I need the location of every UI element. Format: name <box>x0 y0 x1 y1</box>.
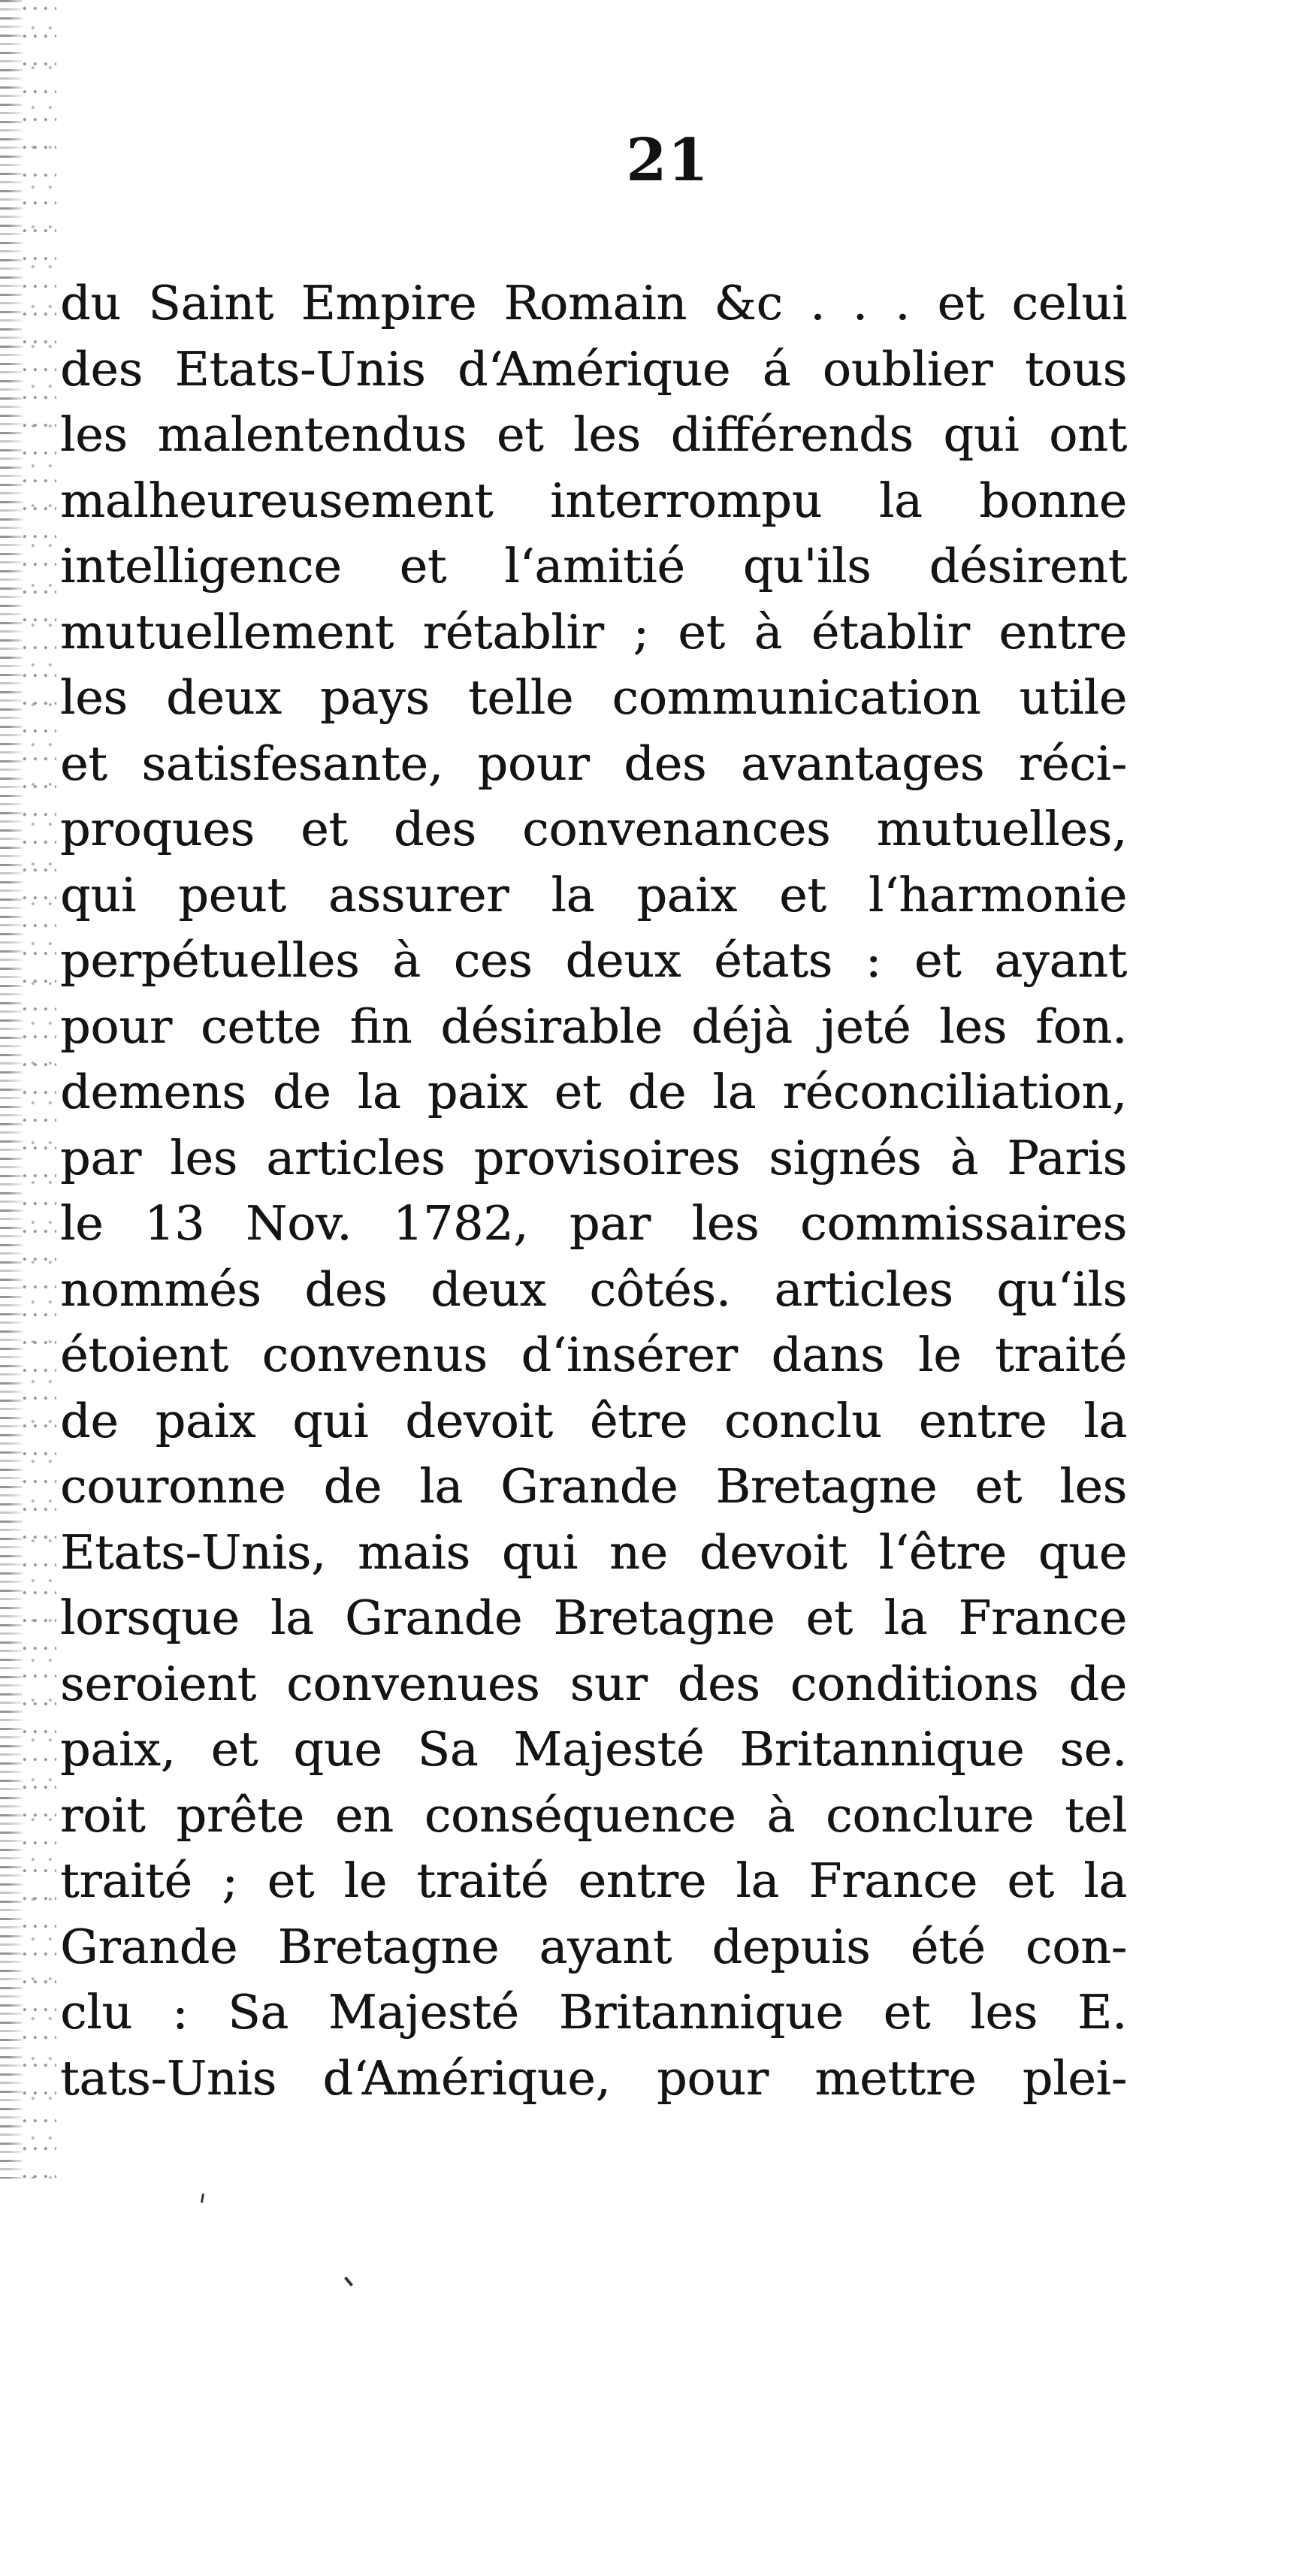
text-line: et satisfesante, pour des avantages réci- <box>60 735 1127 791</box>
text-line: perpétuelles à ces deux états : et ayant <box>60 933 1127 988</box>
binding-edge-specks <box>23 0 56 2179</box>
text-line: seroient convenues sur des conditions de <box>60 1656 1127 1711</box>
text-line: intelligence et l‘amitié qu'ils désirent <box>60 539 1127 593</box>
text-line: Etats-Unis, mais qui ne devoit l‘être que <box>60 1524 1127 1580</box>
text-line: proques et des convenances mutuelles, <box>60 802 1127 856</box>
ink-speck <box>201 2194 204 2203</box>
text-line: lorsque la Grande Bretagne et la France <box>60 1590 1127 1645</box>
text-line: Grande Bretagne ayant depuis été con- <box>60 1919 1127 1974</box>
text-line: traité ; et le traité entre la France et la <box>60 1853 1127 1908</box>
text-line: nommés des deux côtés. articles qu‘ils <box>60 1261 1127 1317</box>
page-number: 21 <box>626 126 709 195</box>
ink-speck <box>344 2276 353 2286</box>
text-line: les malentendus et les différends qui ont <box>60 407 1127 462</box>
text-line: roit prête en conséquence à conclure tel <box>60 1787 1127 1843</box>
text-line: couronne de la Grande Bretagne et les <box>60 1459 1127 1514</box>
text-line: qui peut assurer la paix et l‘harmonie <box>60 867 1127 923</box>
text-line: du Saint Empire Romain &c . . . et celui <box>60 276 1127 331</box>
text-line: de paix qui devoit être conclu entre la <box>60 1393 1127 1448</box>
text-line: paix, et que Sa Majesté Britannique se. <box>60 1722 1127 1777</box>
text-line: pour cette fin désirable déjà jeté les fon. <box>60 998 1127 1054</box>
text-line: mutuellement rétablir ; et à établir entre <box>60 604 1127 660</box>
binding-edge <box>0 0 23 2179</box>
text-line: tats-Unis d‘Amérique, pour mettre plei- <box>60 2050 1127 2106</box>
text-line: étoient convenus d‘insérer dans le traité <box>60 1327 1127 1382</box>
text-line: les deux pays telle communication utile <box>60 670 1127 725</box>
text-line: des Etats-Unis d‘Amérique á oublier tous <box>60 341 1127 397</box>
text-line: clu : Sa Majesté Britannique et les E. <box>60 1985 1127 2040</box>
text-line: par les articles provisoires signés à Paris <box>60 1130 1127 1185</box>
text-line: malheureusement interrompu la bonne <box>60 473 1127 528</box>
text-line: demens de la paix et de la réconciliation, <box>60 1065 1127 1119</box>
text-line: le 13 Nov. 1782, par les commissaires <box>60 1196 1127 1251</box>
body-text <box>60 270 1127 2111</box>
